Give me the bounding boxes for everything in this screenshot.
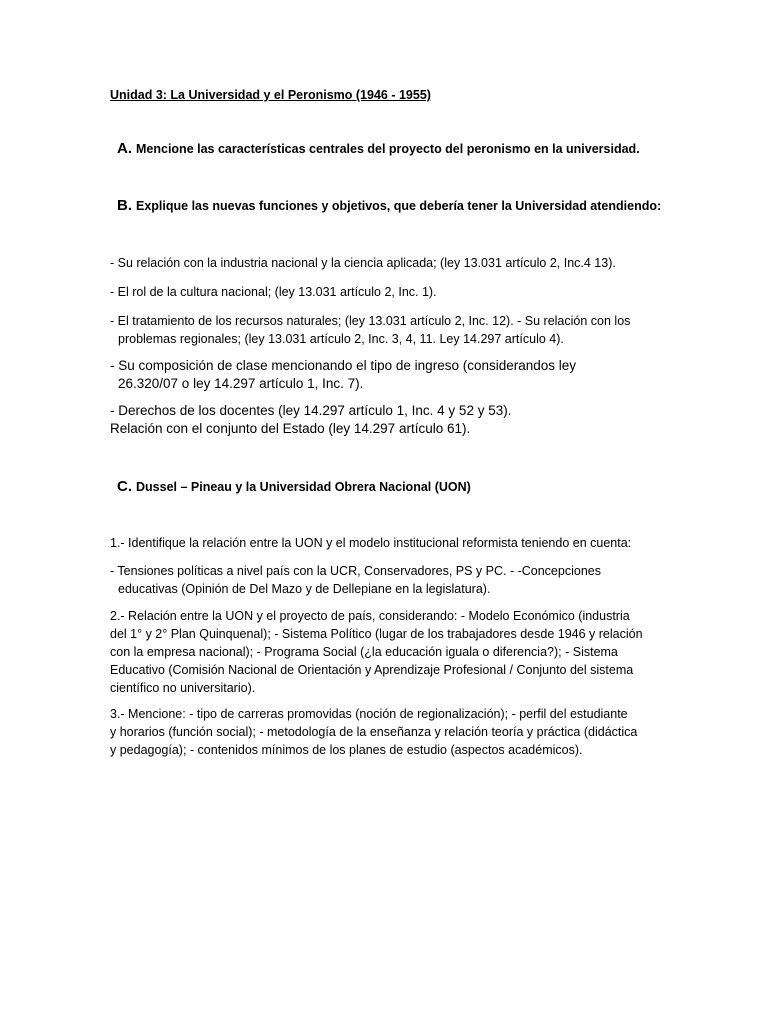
- c-question-3-line3: y pedagogía); - contenidos mínimos de los planes de estudio (aspectos académicos).: [110, 743, 583, 757]
- b-item-recursos-line1: - El tratamiento de los recursos naturales; (ley 13.031 artículo 2, Inc. 12). - Su relación con los: [110, 314, 631, 328]
- b-item-docentes: [110, 402, 670, 438]
- c-question-3-line1: 3.- Mencione: - tipo de carreras promovidas (noción de regionalización); - perfil del estudiante: [110, 707, 628, 721]
- c-question-2-line5: científico no universitario).: [110, 681, 256, 695]
- c-question-2: [110, 607, 670, 697]
- b-item-docentes-line2: Relación con el conjunto del Estado (ley 14.297 artículo 61).: [110, 421, 471, 436]
- c-question-1-tensiones: [110, 562, 670, 598]
- b-item-recursos-line2: problemas regionales; (ley 13.031 artículo 2, Inc. 3, 4, 11. Ley 14.297 artículo 4).: [118, 332, 564, 346]
- section-c-heading: [117, 478, 471, 496]
- section-c-text: Dussel – Pineau y la Universidad Obrera Nacional (UON): [136, 480, 471, 494]
- c-question-2-line1: 2.- Relación entre la UON y el proyecto de país, considerando: - Modelo Económico (industria: [110, 609, 630, 623]
- c-question-1: 1.- Identifique la relación entre la UON y el modelo institucional reformista teniendo en cuenta:: [110, 536, 632, 550]
- b-item-docentes-line1: - Derechos de los docentes (ley 14.297 artículo 1, Inc. 4 y 52 y 53).: [110, 403, 512, 418]
- section-b-letter: B.: [117, 197, 132, 214]
- c-question-2-line3: con la empresa nacional); - Programa Social (¿la educación iguala o diferencia?); - Sistema: [110, 645, 618, 659]
- b-item-composicion-line1: - Su composición de clase mencionando el tipo de ingreso (considerandos ley: [110, 358, 577, 373]
- section-c-letter: C.: [117, 478, 132, 495]
- section-a-letter: A.: [117, 140, 132, 157]
- section-a-text: Mencione las características centrales del proyecto del peronismo en la universidad.: [136, 142, 640, 156]
- c-question-1-tensiones-line2: educativas (Opinión de Del Mazo y de Dellepiane en la legislatura).: [118, 582, 491, 596]
- b-item-cultura: - El rol de la cultura nacional; (ley 13.031 artículo 2, Inc. 1).: [110, 285, 437, 299]
- c-question-2-line2: del 1° y 2° Plan Quinquenal); - Sistema Político (lugar de los trabajadores desde 1946 y relación: [110, 627, 643, 641]
- section-b-text: Explique las nuevas funciones y objetivos, que debería tener la Universidad atendiendo:: [136, 199, 662, 213]
- page-title: Unidad 3: La Universidad y el Peronismo (1946 - 1955): [110, 88, 431, 102]
- b-item-composicion-line2: 26.320/07 o ley 14.297 artículo 1, Inc. 7).: [118, 376, 364, 391]
- b-item-composicion: [110, 357, 670, 393]
- section-b-heading: [117, 197, 661, 215]
- c-question-1-tensiones-line1: - Tensiones políticas a nivel país con la UCR, Conservadores, PS y PC. - -Concepciones: [110, 564, 601, 578]
- c-question-2-line4: Educativo (Comisión Nacional de Orientación y Aprendizaje Profesional / Conjunto del sistema: [110, 663, 634, 677]
- c-question-3-line2: y horarios (función social); - metodología de la enseñanza y relación teoría y práctica (didáctica: [110, 725, 638, 739]
- b-item-industria: - Su relación con la industria nacional y la ciencia aplicada; (ley 13.031 artículo 2, Inc.4 13).: [110, 256, 616, 270]
- c-question-3: [110, 705, 670, 759]
- b-item-recursos: [110, 312, 670, 348]
- section-a-heading: [117, 140, 640, 158]
